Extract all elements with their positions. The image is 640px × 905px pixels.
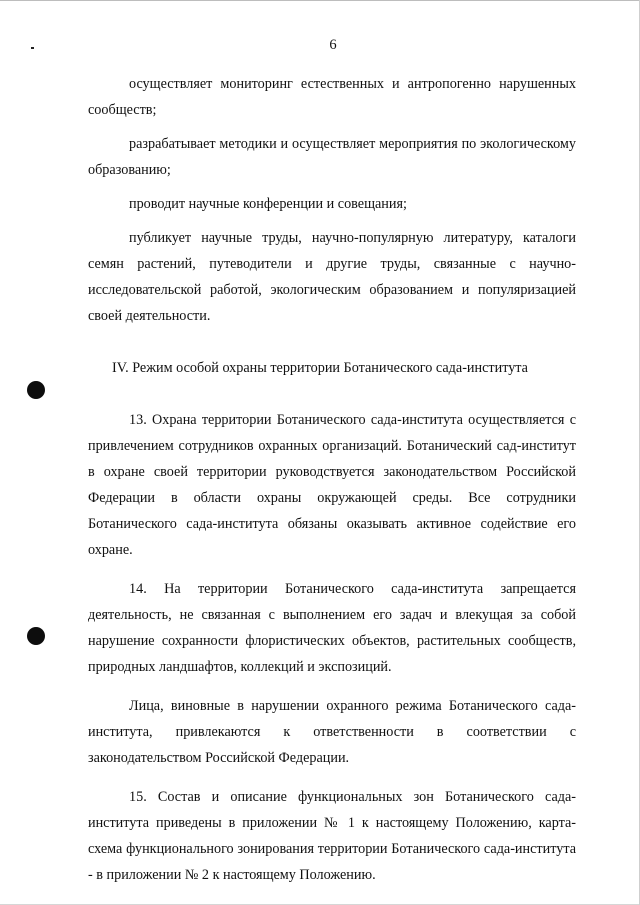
section-heading: IV. Режим особой охраны территории Ботанического сада-института xyxy=(112,360,528,376)
paragraph-13: 13. Охрана территории Ботанического сада-института осуществляется с привлечением сотрудников охранных организаций. Ботанический сад-институт в охране своей территории руководствуется законодательством Российской Федерации в области охраны окружающей среды. Все сотрудники Ботанического сада-института обязаны оказывать активное содействие его охране. xyxy=(88,412,576,558)
paragraph-conferences: проводит научные конференции и совещания; xyxy=(129,196,407,212)
paragraph-publications: публикует научные труды, научно-популярную литературу, каталоги семян растений, путеводители и другие труды, связанные с научно-исследовательской работой, экологическим образованием и популяризацией своей деятельности. xyxy=(88,230,576,324)
paragraph-14: 14. На территории Ботанического сада-института запрещается деятельность, не связанная с выполнением его задач и влекущая за собой нарушение сохранности флористических объектов, растительных сообществ, природных ландшафтов, коллекций и экспозиций. xyxy=(88,581,576,675)
punch-hole-top xyxy=(27,381,45,399)
paragraph-14-liability: Лица, виновные в нарушении охранного режима Ботанического сада-института, привлекаются к ответственности в соответствии с законодательством Российской Федерации. xyxy=(88,698,576,766)
paragraph-15: 15. Состав и описание функциональных зон Ботанического сада-института приведены в приложении № 1 к настоящему Положению, карта-схема функционального зонирования территории Ботанического сада-института - в приложении № 2 к настоящему Положению. xyxy=(88,789,576,883)
punch-hole-bottom xyxy=(27,627,45,645)
document-body xyxy=(88,71,576,888)
paragraph-monitoring: осуществляет мониторинг естественных и антропогенно нарушенных сообществ; xyxy=(88,76,576,118)
scan-edge-top xyxy=(0,0,640,1)
paragraph-methods: разрабатывает методики и осуществляет мероприятия по экологическому образованию; xyxy=(88,136,576,178)
page-number: 6 xyxy=(329,37,337,53)
